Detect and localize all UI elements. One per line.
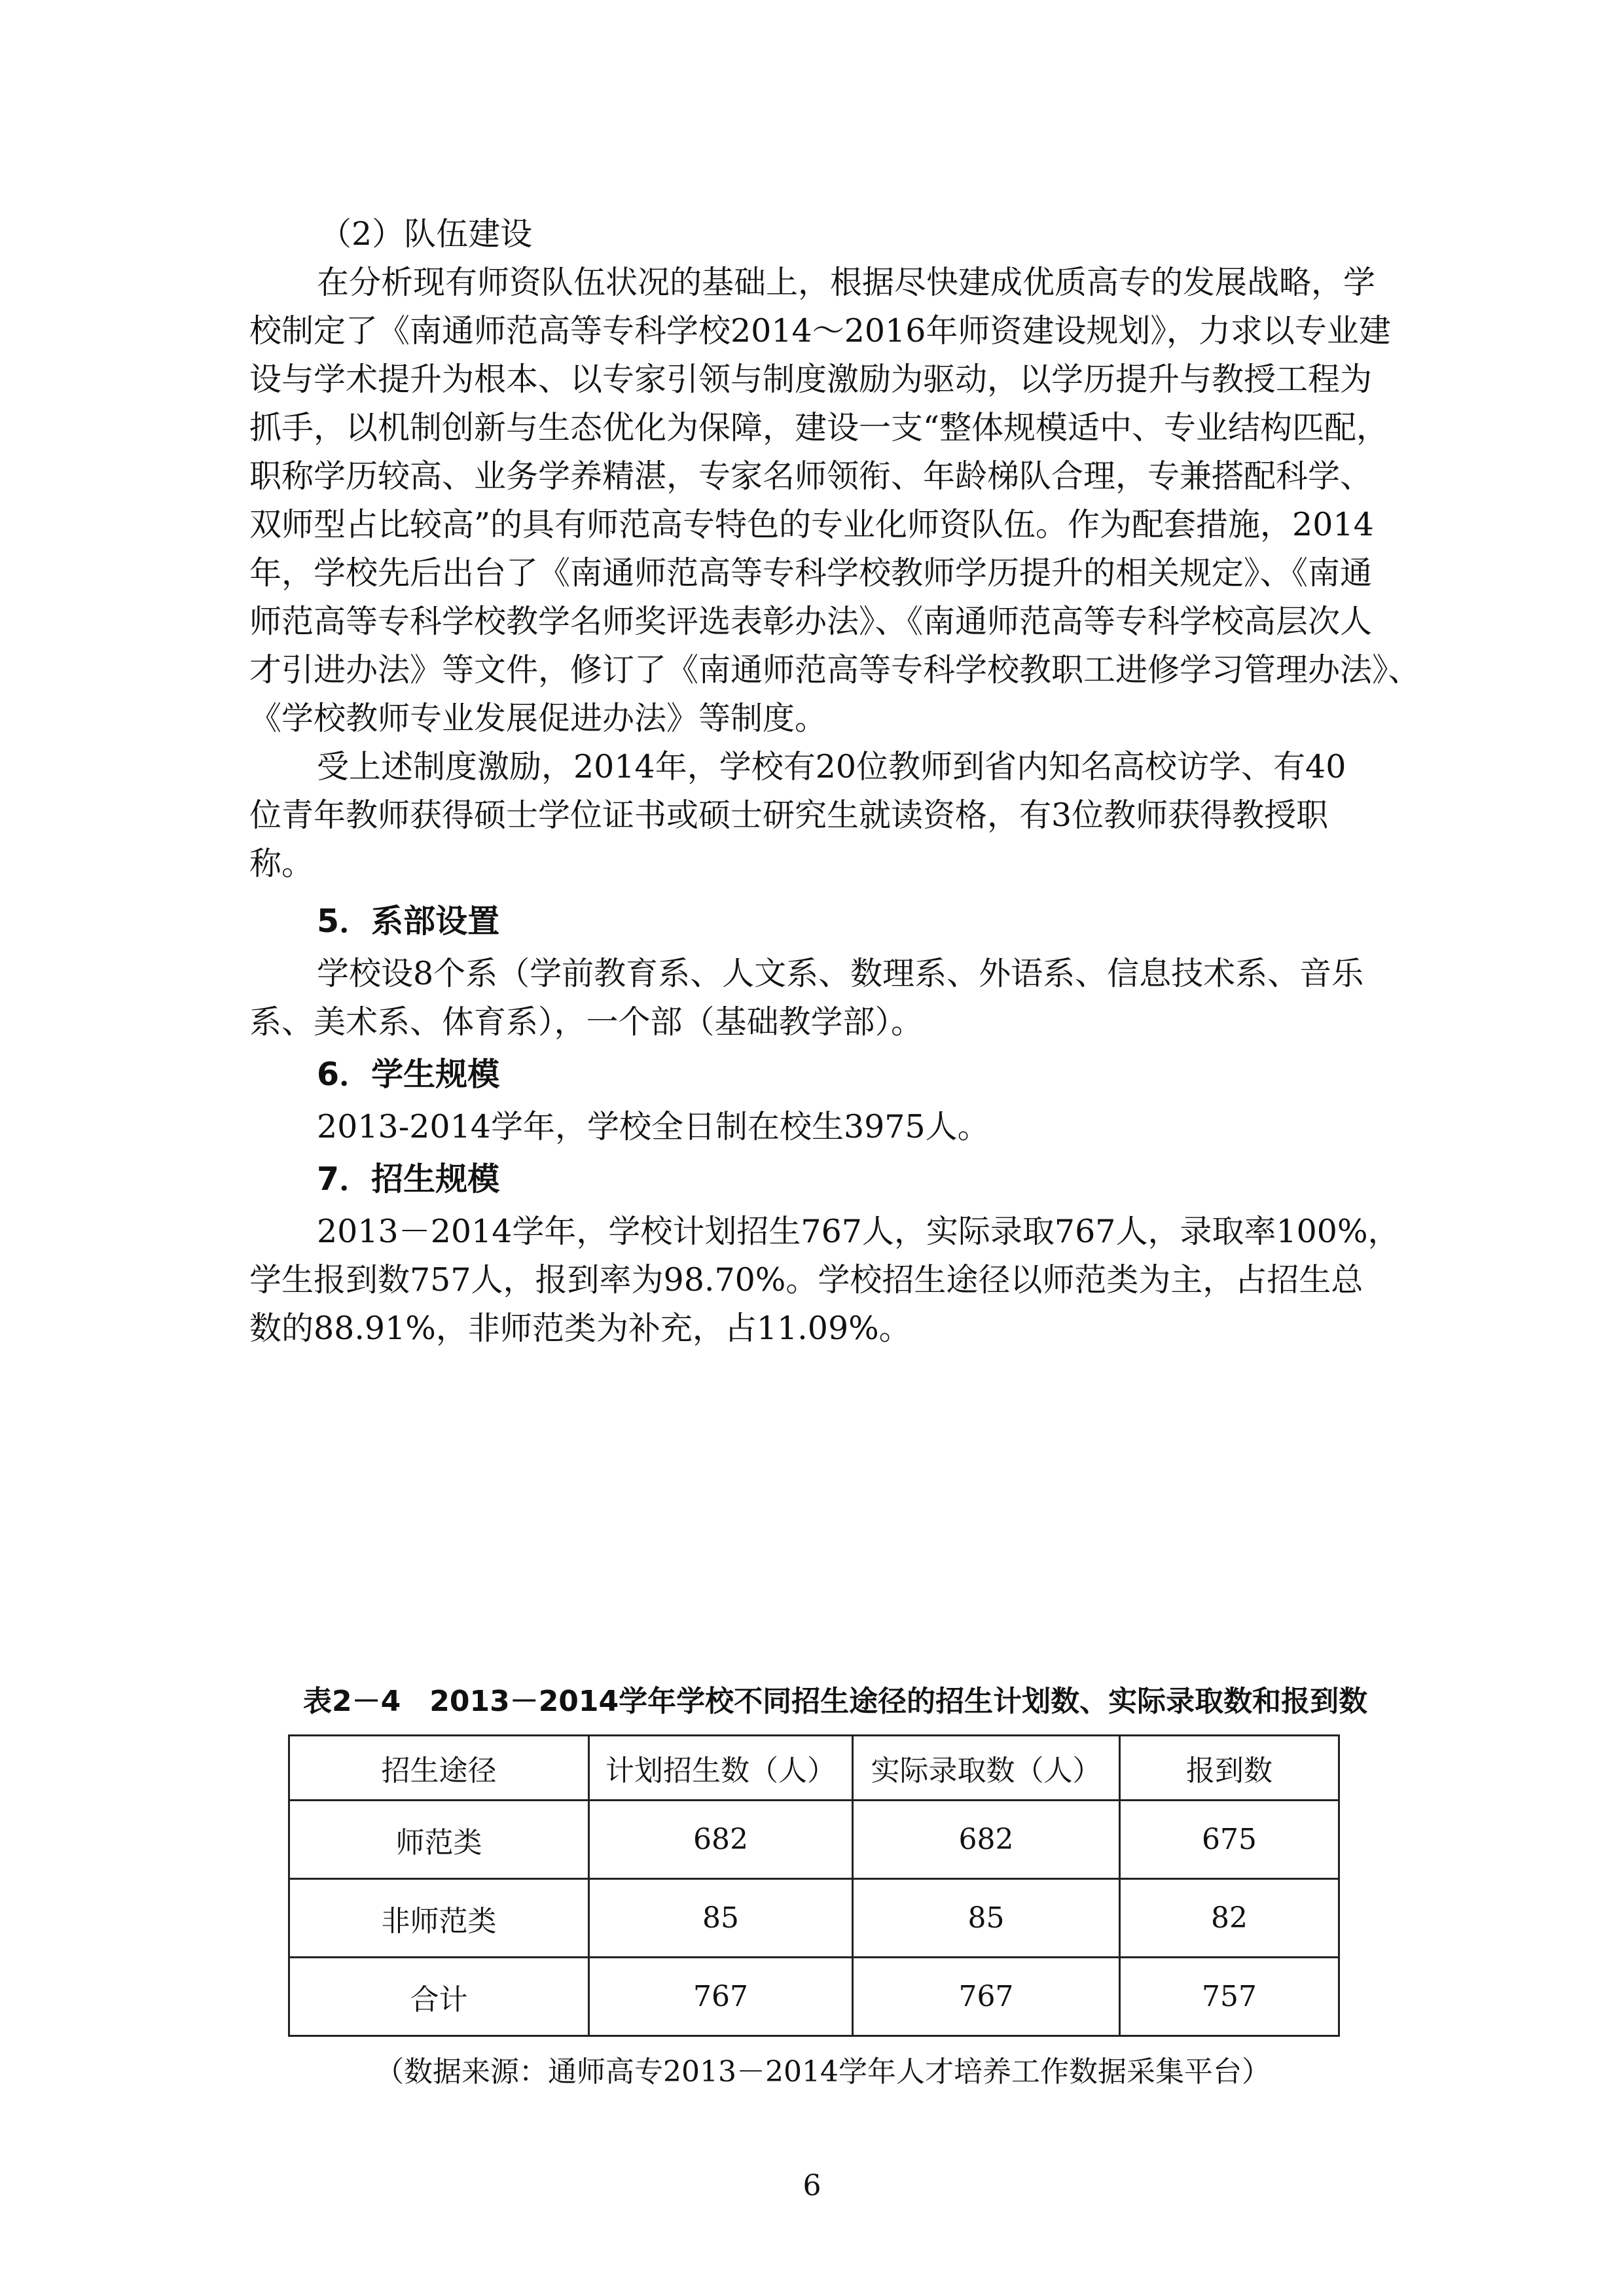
table-header-cell: 报到数: [1120, 1736, 1339, 1801]
table-row: [289, 1879, 1339, 1958]
paragraph-line: 学生报到数757人，报到率为98.70%。学校招生途径以师范类为主，占招生总: [249, 1261, 1363, 1299]
paragraph-line: 《学校教师专业发展促进办法》等制度。: [249, 700, 827, 737]
paragraph-line: 2013－2014学年，学校计划招生767人，实际录取767人，录取率100%，: [317, 1213, 1400, 1250]
table-cell: 675: [1120, 1801, 1339, 1879]
table-source-note: （数据来源：通师高专2013－2014学年人才培养工作数据采集平台）: [375, 2055, 1271, 2089]
page-number: 6: [803, 2169, 821, 2202]
table-cell: 师范类: [289, 1801, 589, 1879]
heading-department-setup: 5．系部设置: [317, 903, 500, 940]
paragraph-line: 抓手，以机制创新与生态优化为保障，建设一支“整体规模适中、专业结构匹配，: [249, 409, 1389, 446]
paragraph-line: 才引进办法》等文件，修订了《南通师范高等专科学校教职工进修学习管理办法》、: [249, 651, 1420, 689]
table-row: [289, 1801, 1339, 1879]
paragraph-line: 职称学历较高、业务学养精湛，专家名师领衔、年龄梯队合理，专兼搭配科学、: [249, 457, 1373, 495]
paragraph-line: 双师型占比较高”的具有师范高专特色的专业化师资队伍。作为配套措施，2014: [249, 506, 1374, 543]
paragraph-line: 校制定了《南通师范高等专科学校2014～2016年师资建设规划》，力求以专业建: [249, 312, 1391, 350]
table-header-cell: 招生途径: [289, 1736, 589, 1801]
paragraph-line: 学校设8个系（学前教育系、人文系、数理系、外语系、信息技术系、音乐: [317, 955, 1364, 992]
table-cell: 767: [853, 1958, 1120, 2036]
section-heading: （2）队伍建设: [319, 215, 533, 253]
enrollment-table: [288, 1734, 1340, 2037]
paragraph-line: 称。: [249, 845, 314, 882]
heading-student-scale: 6．学生规模: [317, 1056, 500, 1093]
paragraph-line: 2013-2014学年，学校全日制在校生3975人。: [317, 1108, 990, 1145]
table-header-row: [289, 1736, 1339, 1801]
paragraph-line: 年，学校先后出台了《南通师范高等专科学校教师学历提升的相关规定》、《南通: [249, 554, 1373, 592]
table-cell: 85: [853, 1879, 1120, 1958]
table-cell: 85: [589, 1879, 853, 1958]
table-caption: 表2－4 2013－2014学年学校不同招生途径的招生计划数、实际录取数和报到数: [303, 1685, 1368, 1718]
table-header-cell: 实际录取数（人）: [853, 1736, 1120, 1801]
table-cell: 82: [1120, 1879, 1339, 1958]
paragraph-line: 位青年教师获得硕士学位证书或硕士研究生就读资格，有3位教师获得教授职: [249, 797, 1329, 834]
table-cell: 合计: [289, 1958, 589, 2036]
table-cell: 682: [589, 1801, 853, 1879]
table-header-cell: 计划招生数（人）: [589, 1736, 853, 1801]
table-cell: 767: [589, 1958, 853, 2036]
paragraph-line: 数的88.91%，非师范类为补充，占11.09%。: [249, 1310, 911, 1347]
table-cell: 非师范类: [289, 1879, 589, 1958]
paragraph-line: 师范高等专科学校教学名师奖评选表彰办法》、《南通师范高等专科学校高层次人: [249, 603, 1373, 640]
paragraph-line: 设与学术提升为根本、以专家引领与制度激励为驱动，以学历提升与教授工程为: [249, 361, 1373, 398]
paragraph-line: 受上述制度激励，2014年，学校有20位教师到省内知名高校访学、有40: [317, 748, 1346, 785]
table-row: [289, 1958, 1339, 2036]
heading-enrollment-scale: 7．招生规模: [317, 1160, 500, 1198]
paragraph-line: 在分析现有师资队伍状况的基础上，根据尽快建成优质高专的发展战略，学: [317, 264, 1376, 301]
table-cell: 682: [853, 1801, 1120, 1879]
paragraph-line: 系、美术系、体育系），一个部（基础教学部）。: [249, 1003, 924, 1041]
table-cell: 757: [1120, 1958, 1339, 2036]
